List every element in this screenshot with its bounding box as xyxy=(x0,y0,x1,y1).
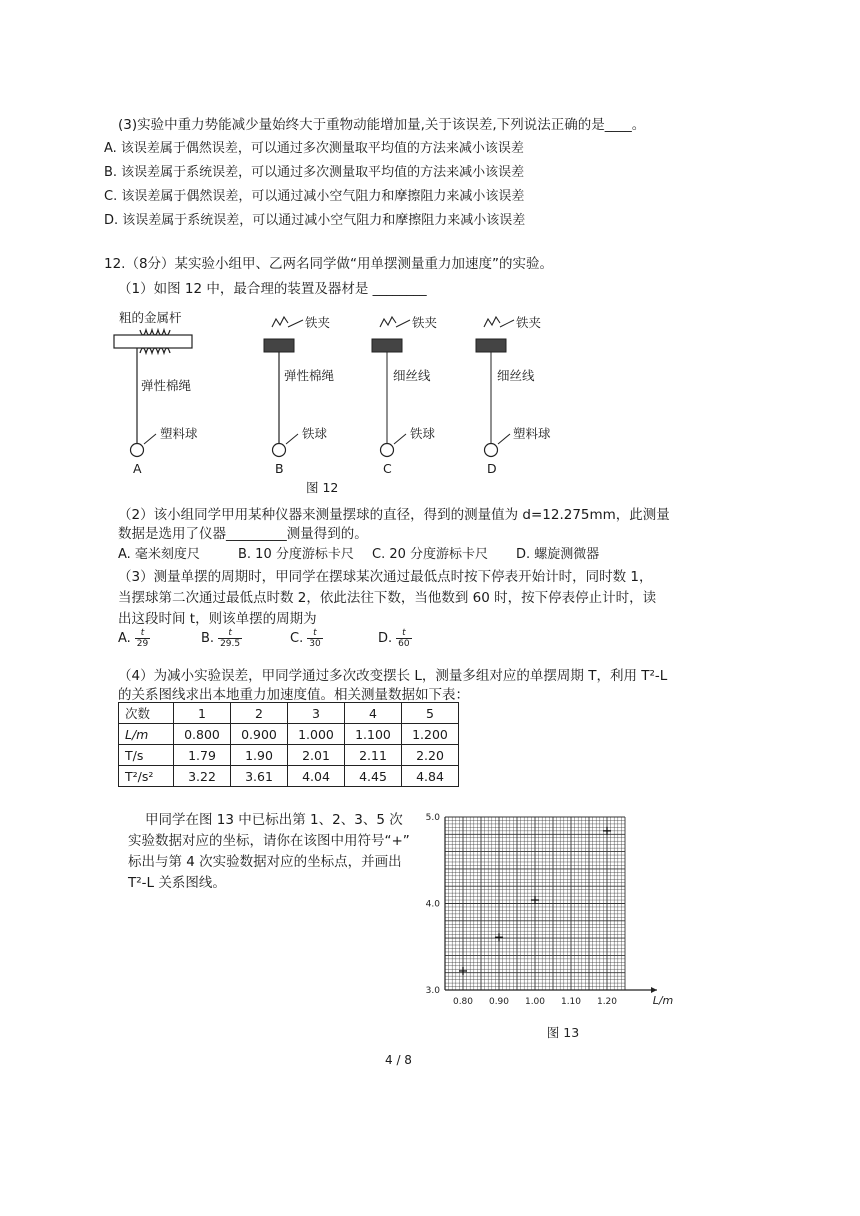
q12-part2-option-b: B. 10 分度游标卡尺 xyxy=(238,547,354,562)
q12-part2-line1: （2）该小组同学甲用某种仪器来测量摆球的直径，得到的测量值为 d=12.275mm，此测量 xyxy=(118,507,670,523)
table-header-cell: 次数 xyxy=(119,703,174,724)
figure12-ball-label-b: 铁球 xyxy=(302,426,328,441)
table-cell: 1.100 xyxy=(345,724,402,745)
figure12-letter-b: B xyxy=(275,461,284,476)
table-cell: 2.20 xyxy=(402,745,459,766)
table-header-cell: T²/s² xyxy=(119,766,174,787)
figure12-clip-label-b: 铁夹 xyxy=(305,315,331,330)
q12-part3-option-d: D. $\frac{t}{60}$ xyxy=(378,628,410,649)
table-cell: 3.22 xyxy=(174,766,231,787)
q12-part2-option-d: D. 螺旋测微器 xyxy=(516,547,600,562)
y-tick-label: 5.0 xyxy=(425,813,440,823)
q12-part3-line3: 出这段时间 t，则该单摆的周期为 xyxy=(118,611,317,627)
table-row xyxy=(119,745,459,766)
table-row xyxy=(119,703,459,724)
q12-part3-line1: （3）测量单摆的周期时，甲同学在摆球某次通过最低点时按下停表开始计时，同时数 1， xyxy=(118,569,653,585)
table-cell: 2.01 xyxy=(288,745,345,766)
figure12-string-label-d: 细丝线 xyxy=(497,368,535,383)
q12-intro: 12.（8分）某实验小组甲、乙两名同学做“用单摆测量重力加速度”的实验。 xyxy=(104,256,554,272)
figure12-letter-d: D xyxy=(487,461,497,476)
x-tick-label: 0.80 xyxy=(452,997,474,1007)
figure12-caption: 图 12 xyxy=(306,480,339,495)
page-number: 4 / 8 xyxy=(385,1053,412,1067)
figure12-string-label-b: 弹性棉绳 xyxy=(284,368,335,383)
q12-part1: （1）如图 12 中，最合理的装置及器材是 ________ xyxy=(118,281,427,297)
figure12-letter-c: C xyxy=(383,461,392,476)
q12-part3-option-b: B. $\frac{t}{29.5}$ xyxy=(201,628,241,649)
x-tick-label: 1.00 xyxy=(524,997,546,1007)
data-table xyxy=(118,702,459,787)
q12-part3-option-a: A. $\frac{t}{29}$ xyxy=(118,628,149,649)
figure12-ball-label-d: 塑料球 xyxy=(513,426,551,441)
table-header-cell: L/m xyxy=(119,724,174,745)
figure-13-caption: 图 13 xyxy=(546,1025,580,1040)
table-row xyxy=(119,766,459,787)
figure12-ball-label-a: 塑料球 xyxy=(160,426,198,441)
x-axis-arrow xyxy=(651,987,657,993)
table-header-cell: T/s xyxy=(119,745,174,766)
figure12-apparatus-d xyxy=(476,317,506,457)
table-row xyxy=(119,724,459,745)
table-cell: 4 xyxy=(345,703,402,724)
q12-part2-line2: 数据是选用了仪器_________测量得到的。 xyxy=(118,526,368,542)
y-tick-label: 3.0 xyxy=(425,986,440,996)
x-axis-label: L/m xyxy=(652,994,674,1007)
q11-3-option-b: B. 该误差属于系统误差，可以通过多次测量取平均值的方法来减小该误差 xyxy=(104,165,525,180)
table-cell: 1.000 xyxy=(288,724,345,745)
x-tick-label: 1.10 xyxy=(560,997,582,1007)
q11-3-option-d: D. 该误差属于系统误差，可以通过减小空气阻力和摩擦阻力来减小该误差 xyxy=(104,213,526,228)
q12-part5-line3: 标出与第 4 次实验数据对应的坐标点，并画出 xyxy=(128,854,402,870)
figure12-string-label-c: 细丝线 xyxy=(393,368,431,383)
q11-3-stem: (3)实验中重力势能减少量始终大于重物动能增加量,关于该误差,下列说法正确的是____。 xyxy=(118,117,646,133)
q12-part5-line1: 甲同学在图 13 中已标出第 1、2、3、5 次 xyxy=(145,812,403,828)
figure-13-chart xyxy=(410,800,680,1040)
y-tick-label: 4.0 xyxy=(425,899,440,910)
table-cell: 1.79 xyxy=(174,745,231,766)
q12-part5-line2: 实验数据对应的坐标，请你在该图中用符号“+” xyxy=(128,833,410,849)
table-cell: 4.84 xyxy=(402,766,459,787)
table-cell: 0.900 xyxy=(231,724,288,745)
figure12-clip-label-d: 铁夹 xyxy=(516,315,542,330)
table-cell: 1 xyxy=(174,703,231,724)
table-cell: 3.61 xyxy=(231,766,288,787)
q11-3-option-c: C. 该误差属于偶然误差，可以通过减小空气阻力和摩擦阻力来减小该误差 xyxy=(104,189,525,204)
data-point xyxy=(531,896,539,904)
figure12-apparatus-c xyxy=(372,317,402,457)
q12-part2-option-a: A. 毫米刻度尺 xyxy=(118,547,200,562)
q12-part5-line4: T²-L 关系图线。 xyxy=(128,875,226,891)
q12-part3-option-c: C. $\frac{t}{30}$ xyxy=(290,628,321,649)
table-cell: 1.90 xyxy=(231,745,288,766)
figure12-apparatus-b xyxy=(264,317,294,457)
q12-part4-line1: （4）为减小实验误差，甲同学通过多次改变摆长 L，测量多组对应的单摆周期 T，利用 T²-L xyxy=(118,668,668,684)
table-cell: 0.800 xyxy=(174,724,231,745)
table-cell: 4.45 xyxy=(345,766,402,787)
x-tick-label: 1.20 xyxy=(596,997,618,1007)
table-cell: 1.200 xyxy=(402,724,459,745)
table-cell: 2 xyxy=(231,703,288,724)
data-point xyxy=(495,933,503,941)
figure12-ball-label-c: 铁球 xyxy=(410,426,436,441)
table-cell: 4.04 xyxy=(288,766,345,787)
q12-part2-option-c: C. 20 分度游标卡尺 xyxy=(372,547,489,562)
x-tick-label: 0.90 xyxy=(488,997,510,1007)
q12-part4-line2: 的关系图线求出本地重力加速度值。相关测量数据如下表： xyxy=(118,687,469,703)
table-cell: 3 xyxy=(288,703,345,724)
data-point xyxy=(603,827,611,835)
figure12-letter-a: A xyxy=(133,461,142,476)
figure12-rod-label: 粗的金属杆 xyxy=(119,310,182,325)
q12-part3-line2: 当摆球第二次通过最低点时数 2，依此法往下数，当他数到 60 时，按下停表停止计时，读 xyxy=(118,590,657,606)
table-cell: 5 xyxy=(402,703,459,724)
figure-12 xyxy=(100,300,580,500)
figure12-string-label-a: 弹性棉绳 xyxy=(141,378,192,393)
figure12-clip-label-c: 铁夹 xyxy=(412,315,438,330)
data-point xyxy=(459,967,467,975)
q11-3-option-a: A. 该误差属于偶然误差，可以通过多次测量取平均值的方法来减小该误差 xyxy=(104,141,524,156)
table-cell: 2.11 xyxy=(345,745,402,766)
